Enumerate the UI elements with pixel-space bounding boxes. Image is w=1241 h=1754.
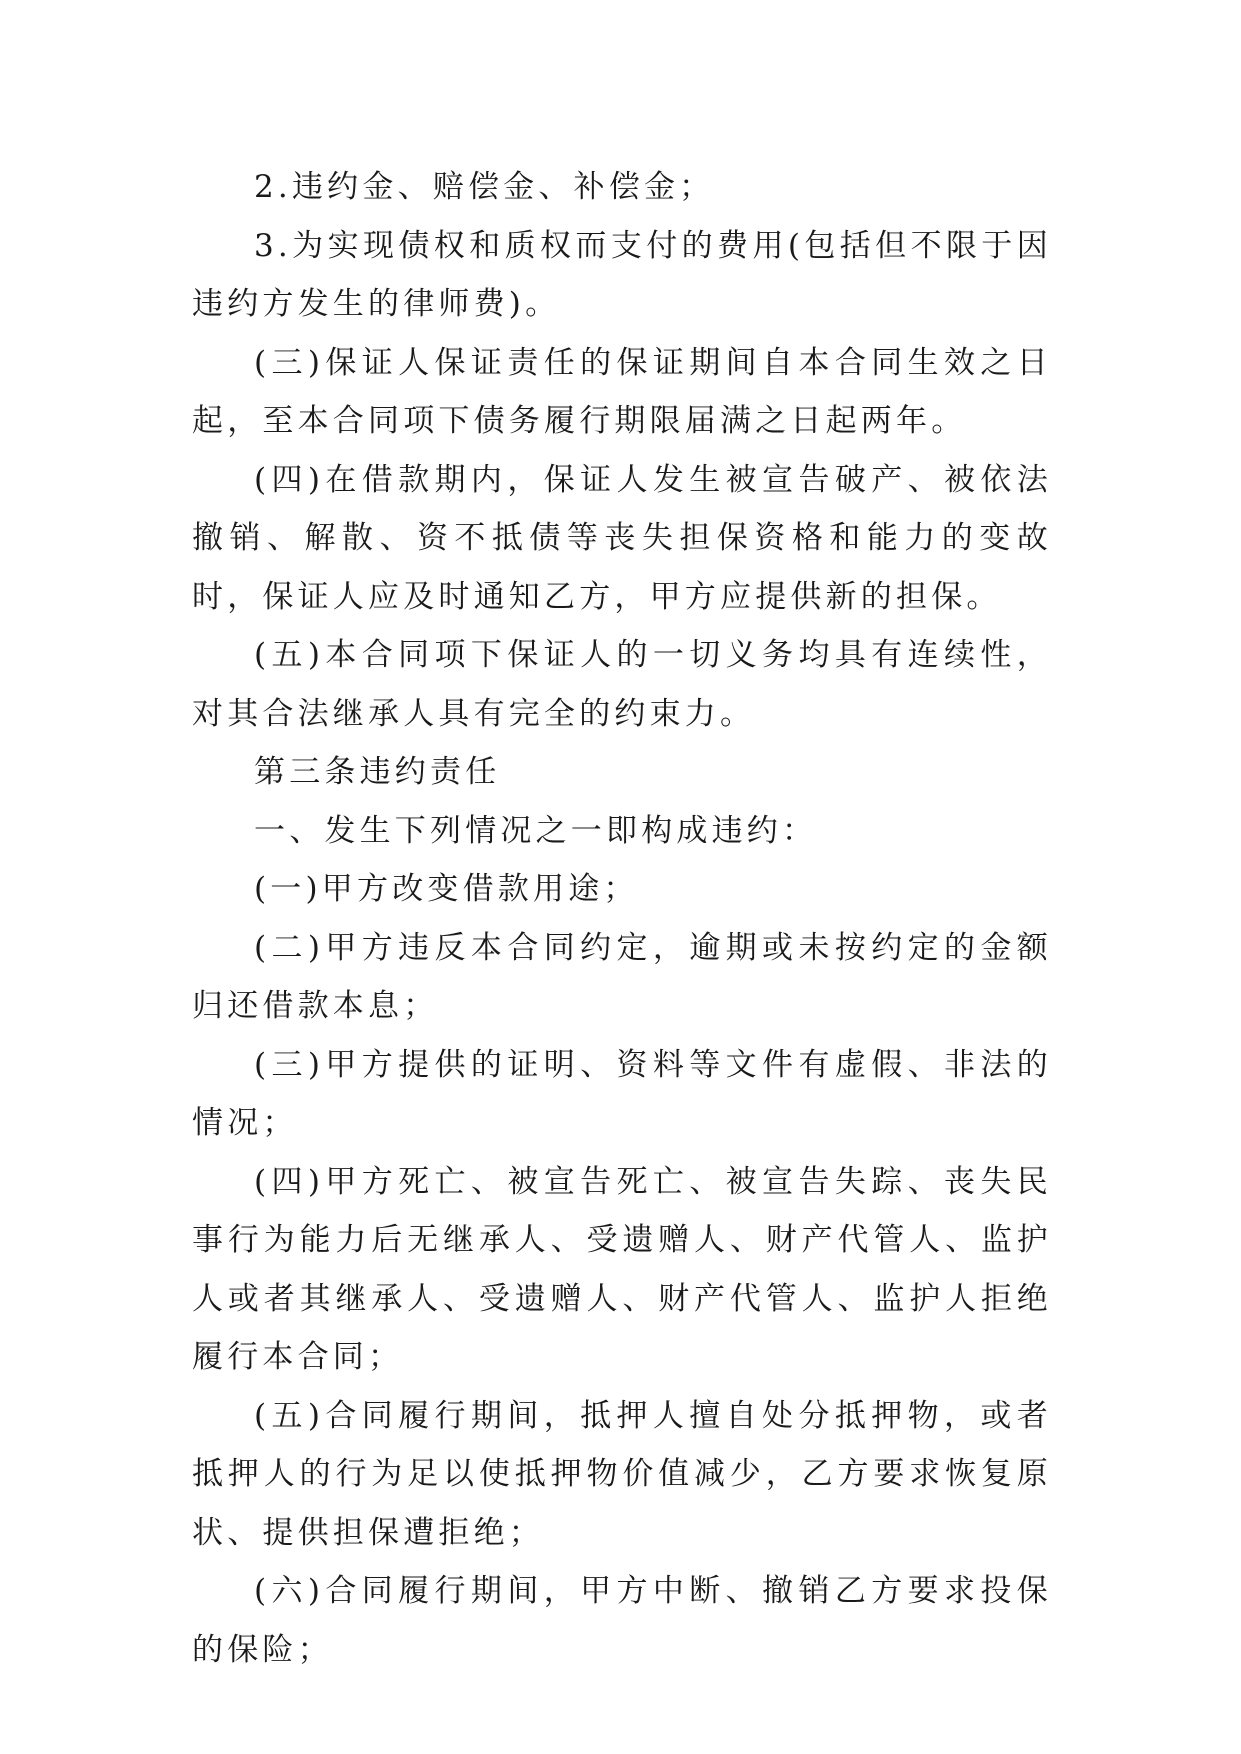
- document-body: [192, 158, 1052, 1679]
- paragraph-11: (四)甲方死亡、被宣告死亡、被宣告失踪、丧失民事行为能力后无继承人、受遗赠人、财产代管人、监护人或者其继承人、受遗赠人、财产代管人、监护人拒绝履行本合同；: [192, 1163, 1052, 1375]
- paragraph-3: (三)保证人保证责任的保证期间自本合同生效之日起，至本合同项下债务履行期限届满之日起两年。: [192, 344, 1052, 439]
- paragraph-8: (一)甲方改变借款用途；: [254, 871, 639, 907]
- paragraph-4: (四)在借款期内，保证人发生被宣告破产、被依法撤销、解散、资不抵债等丧失担保资格和能力的变故时，保证人应及时通知乙方，甲方应提供新的担保。: [192, 461, 1052, 615]
- paragraph-1: 2.违约金、赔偿金、补偿金；: [254, 169, 715, 205]
- paragraph-12: (五)合同履行期间，抵押人擅自处分抵押物，或者抵押人的行为足以使抵押物价值减少，乙方要求恢复原状、提供担保遭拒绝；: [192, 1397, 1052, 1551]
- section-heading: 第三条违约责任: [254, 754, 501, 790]
- paragraph-13: (六)合同履行期间，甲方中断、撤销乙方要求投保的保险；: [192, 1573, 1052, 1668]
- paragraph-10: (三)甲方提供的证明、资料等文件有虚假、非法的情况；: [192, 1046, 1052, 1141]
- paragraph-2: 3.为实现债权和质权而支付的费用(包括但不限于因违约方发生的律师费)。: [192, 227, 1052, 322]
- paragraph-9: (二)甲方违反本合同约定，逾期或未按约定的金额归还借款本息；: [192, 929, 1052, 1024]
- paragraph-5: (五)本合同项下保证人的一切义务均具有连续性，对其合法继承人具有完全的约束力。: [192, 637, 1052, 732]
- paragraph-7: 一、发生下列情况之一即构成违约：: [254, 812, 818, 849]
